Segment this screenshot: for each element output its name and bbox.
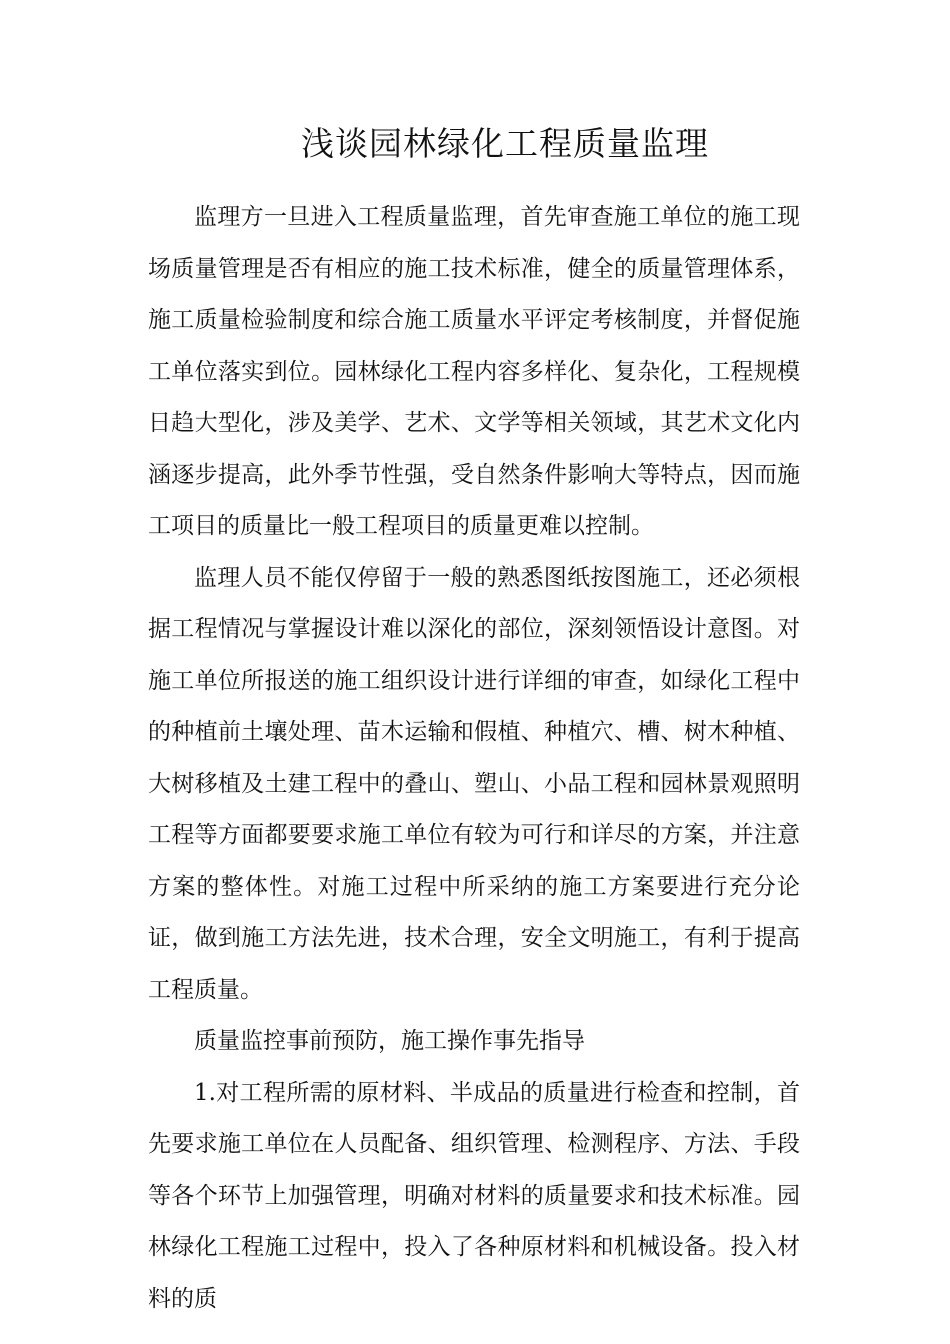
section-heading: 质量监控事前预防，施工操作事先指导 (194, 1028, 585, 1054)
document-body (148, 192, 800, 1325)
paragraph-3: 1.对工程所需的原材料、半成品的质量进行检查和控制，首先要求施工单位在人员配备、组织管理、检测程序、方法、手段等各个环节上加强管理，明确对材料的质量要求和技术标准。园林绿化工程施工过程中，投入了各种原材料和机械设备。投入材料的质 (148, 1079, 800, 1312)
paragraph-1: 监理方一旦进入工程质量监理，首先审查施工单位的施工现场质量管理是否有相应的施工技术标准，健全的质量管理体系，施工质量检验制度和综合施工质量水平评定考核制度，并督促施工单位落实到位。园林绿化工程内容多样化、复杂化，工程规模日趋大型化，涉及美学、艺术、文学等相关领域，其艺术文化内涵逐步提高，此外季节性强，受自然条件影响大等特点，因而施工项目的质量比一般工程项目的质量更难以控制。 (148, 204, 800, 539)
paragraph-2: 监理人员不能仅停留于一般的熟悉图纸按图施工，还必须根据工程情况与掌握设计难以深化的部位，深刻领悟设计意图。对施工单位所报送的施工组织设计进行详细的审查，如绿化工程中的种植前土壤处理、苗木运输和假植、种植穴、槽、树木种植、大树移植及土建工程中的叠山、塑山、小品工程和园林景观照明工程等方面都要要求施工单位有较为可行和详尽的方案，并注意方案的整体性。对施工过程中所采纳的施工方案要进行充分论证，做到施工方法先进，技术合理，安全文明施工，有利于提高工程质量。 (148, 564, 800, 1003)
document-title: 浅谈园林绿化工程质量监理 (301, 124, 709, 163)
